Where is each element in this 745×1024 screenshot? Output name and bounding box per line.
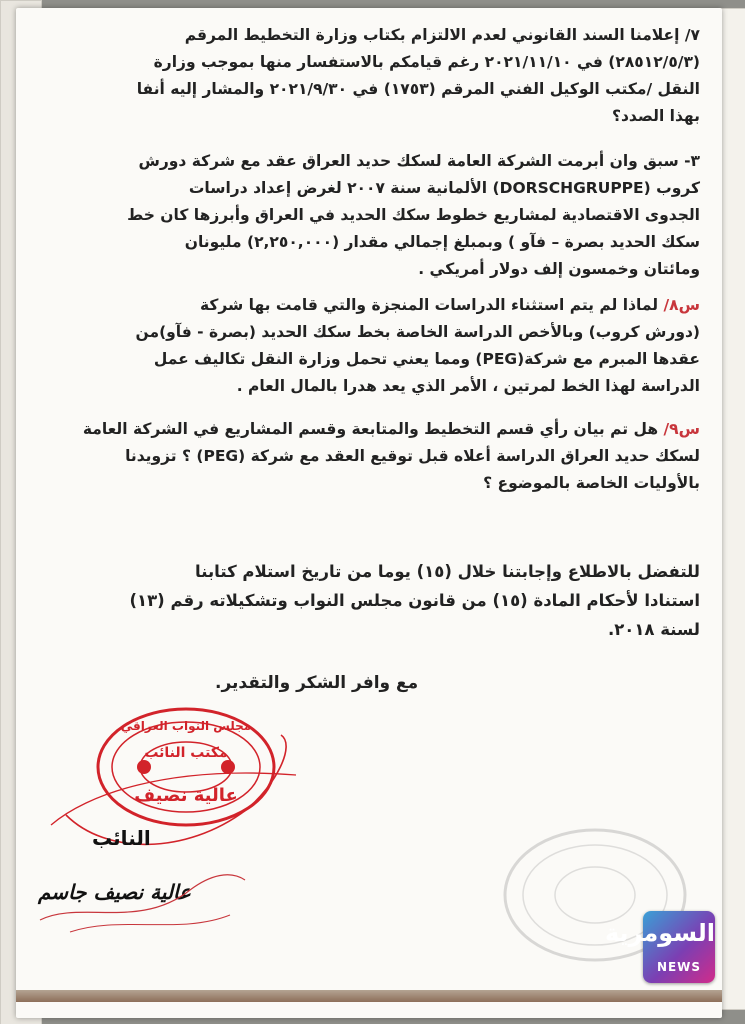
text-line: بالأوليات الخاصة بالموضوع ؟ (483, 474, 700, 492)
text-line: للتفضل بالاطلاع وإجابتنا خلال (١٥) يوما من تاريخ استلام كتابنا (195, 562, 700, 581)
text-line: بهذا الصدد؟ (611, 107, 700, 125)
paragraph-query-7 (55, 22, 700, 130)
text-line: (دورش كروب) وبالأخص الدراسة الخاصة بخط سكك الحديد (بصرة - فآو)من (135, 323, 700, 341)
question-text: لماذا لم يتم استثناء الدراسات المنجزة والتي قامت بها شركة (199, 296, 664, 314)
text-line: استنادا لأحكام المادة (١٥) من قانون مجلس النواب وتشكيلاته رقم (١٣) (129, 591, 700, 610)
thanks-line: مع وافر الشكر والتقدير. (215, 673, 419, 693)
question-8 (55, 292, 700, 400)
closing-request (55, 557, 700, 644)
question-9 (55, 416, 700, 497)
logo-wordmark: السومرية (604, 919, 715, 947)
svg-text:عالية نصيف: عالية نصيف (134, 785, 238, 806)
page-footer-band (16, 990, 722, 1002)
paragraph-3-background (55, 148, 700, 283)
news-logo (604, 911, 715, 983)
text-line (55, 416, 700, 443)
text-line: عقدها المبرم مع شركة(PEG) ومما يعني تحمل وزارة النقل تكاليف عمل (153, 350, 700, 368)
text-line: (٢٨٥١٢/٥/٣) في ٢٠٢١/١١/١٠ رغم قيامكم بالاستفسار منها بموجب وزارة (153, 53, 700, 71)
text-line: الجدوى الاقتصادية لمشاريع خطوط سكك الحديد في العراق وأبرزها كان خط (127, 206, 700, 224)
text-line: لسنة ٢٠١٨. (607, 620, 700, 639)
question-text: هل تم بيان رأي قسم التخطيط والمتابعة وقسم المشاريع في الشركة العامة (82, 420, 664, 438)
signature-scribble (30, 860, 260, 940)
question-number: س٨/ (663, 296, 700, 314)
official-stamp (46, 705, 306, 865)
logo-news-label: NEWS (656, 960, 702, 974)
text-line (55, 292, 700, 319)
text-line: كروب (DORSCHGRUPPE) الألمانية سنة ٢٠٠٧ لغرض إعداد دراسات (188, 179, 700, 197)
signatory-name: عالية نصيف جاسم (38, 880, 191, 904)
text-line: لسكك حديد العراق الدراسة أعلاه قبل توقيع العقد مع شركة (PEG) ؟ تزويدنا (125, 447, 700, 465)
text-line: ٣- سبق وان أبرمت الشركة العامة لسكك حديد العراق عقد مع شركة دورش (138, 152, 700, 170)
text-line: النقل /مكتب الوكيل الفني المرقم (١٧٥٣) في ٢٠٢١/٩/٣٠ والمشار إليه أنفا (136, 80, 700, 98)
svg-text:مكتب النائب: مكتب النائب (144, 745, 228, 761)
svg-text:مجلس النواب العراقي: مجلس النواب العراقي (120, 719, 252, 733)
text-line: سكك الحديد بصرة – فآو ) وبمبلغ إجمالي مقدار (٢,٢٥٠,٠٠٠) مليونان (184, 233, 700, 251)
signatory-title: النائب (92, 826, 151, 850)
text-line: ٧/ إعلامنا السند القانوني لعدم الالتزام بكتاب وزارة التخطيط المرقم (184, 26, 700, 44)
question-number: س٩/ (663, 420, 700, 438)
text-line: ومائتان وخمسون إلف دولار أمريكي . (418, 260, 700, 278)
text-line: الدراسة لهذا الخط لمرتين ، الأمر الذي يعد هدرا بالمال العام . (236, 377, 700, 395)
